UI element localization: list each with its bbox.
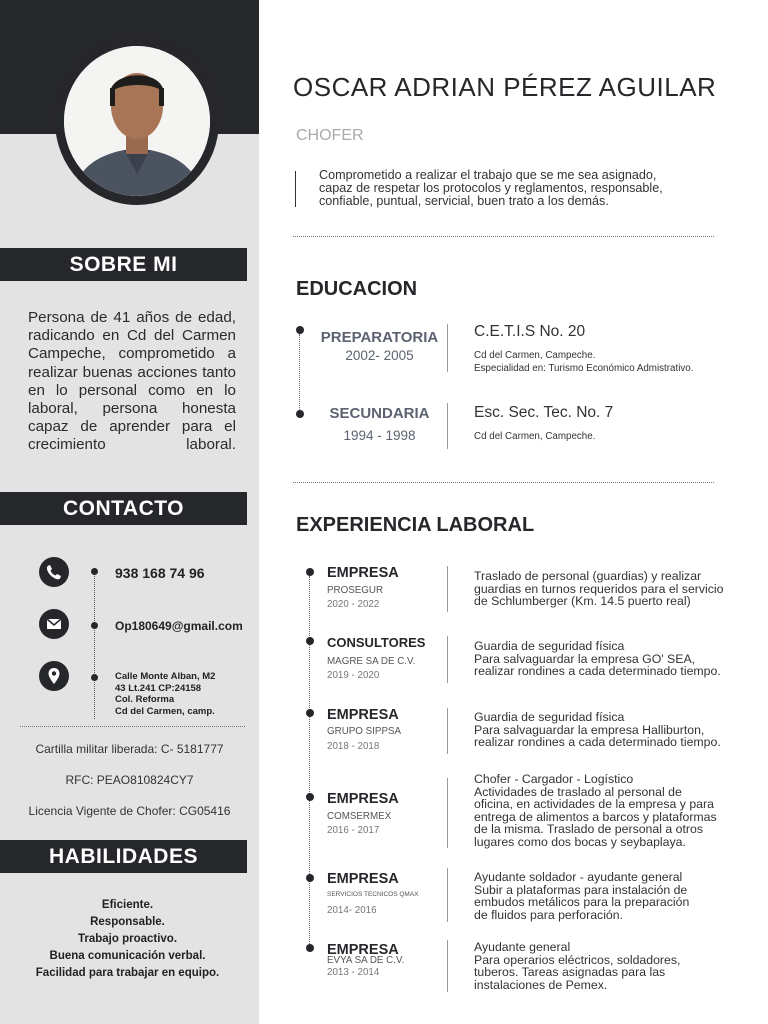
separator bbox=[447, 940, 448, 992]
school-name: C.E.T.I.S No. 20 bbox=[474, 323, 586, 340]
job-years: 2019 - 2020 bbox=[327, 670, 380, 681]
job-description-line: de fluidos para perforación. bbox=[474, 907, 624, 922]
skill-item: Facilidad para trabajar en equipo. bbox=[35, 967, 220, 979]
timeline-dot bbox=[296, 410, 304, 418]
school-name: Esc. Sec. Tec. No. 7 bbox=[474, 404, 614, 421]
contact-dot bbox=[91, 622, 98, 629]
job-description-line: lugares como dos bocas y seybaplaya. bbox=[474, 834, 686, 849]
address-line: 43 Lt.241 CP:24158 bbox=[115, 682, 202, 694]
job-description-line: tuberos. Tareas asignadas para las bbox=[474, 965, 666, 980]
about-section-header: SOBRE MI bbox=[0, 248, 247, 281]
contact-dot bbox=[91, 568, 98, 575]
timeline-dot bbox=[306, 793, 314, 801]
job-description-line: realizar rondines a cada determinado tiempo. bbox=[474, 735, 721, 750]
job-role: CHOFER bbox=[296, 127, 364, 144]
education-years: 2002- 2005 bbox=[345, 348, 414, 363]
job-description-line: Guardia de seguridad física bbox=[474, 639, 625, 653]
job-company: PROSEGUR bbox=[327, 585, 384, 596]
job-company: SERVICIOS TECNICOS QMAX bbox=[327, 891, 419, 898]
job-years: 2018 - 2018 bbox=[327, 741, 380, 752]
separator bbox=[447, 708, 448, 754]
objective-accent-bar bbox=[295, 171, 296, 207]
address-line: Cd del Carmen, camp. bbox=[115, 705, 215, 717]
skill-item: Trabajo proactivo. bbox=[77, 933, 178, 945]
profile-photo bbox=[64, 46, 210, 196]
job-description-line: Subir a plataformas para instalación de bbox=[474, 882, 688, 897]
job-description bbox=[474, 711, 744, 749]
profile-photo-frame bbox=[55, 37, 219, 205]
education-level: SECUNDARIA bbox=[329, 405, 430, 422]
education-timeline-line bbox=[299, 334, 300, 414]
job-title: CONSULTORES bbox=[327, 635, 426, 650]
job-title: EMPRESA bbox=[327, 565, 399, 581]
job-company: EVYA SA DE C.V. bbox=[327, 955, 405, 966]
job-company: GRUPO SIPPSA bbox=[327, 726, 402, 737]
job-company: COMSERMEX bbox=[327, 811, 392, 822]
job-description-line: realizar rondines a cada determinado tiempo. bbox=[474, 664, 721, 679]
separator bbox=[447, 636, 448, 683]
experience-timeline-line bbox=[309, 576, 310, 948]
experience-heading: EXPERIENCIA LABORAL bbox=[296, 514, 535, 536]
phone-icon bbox=[39, 557, 69, 587]
location-pin-icon bbox=[39, 661, 69, 691]
job-description-line: Para salvaguardar la empresa GO' SEA, bbox=[474, 651, 696, 666]
job-description-line: Para operarios eléctricos, soldadores, bbox=[474, 952, 681, 967]
job-description-line: embudos metálicos para la preparación bbox=[474, 895, 690, 910]
separator bbox=[447, 566, 448, 612]
objective-line: confiable, puntual, servicial, buen trato a los demás. bbox=[319, 193, 609, 208]
job-description-line: Chofer - Cargador - Logístico bbox=[474, 772, 634, 786]
job-description-line: Guardia de seguridad física bbox=[474, 710, 625, 724]
address-line: Calle Monte Alban, M2 bbox=[115, 671, 216, 682]
military-card: Cartilla militar liberada: C- 5181777 bbox=[35, 742, 224, 756]
job-title: EMPRESA bbox=[327, 871, 399, 887]
job-description-line: Actividades de traslado al personal de bbox=[474, 784, 682, 799]
candidate-name: OSCAR ADRIAN PÉREZ AGUILAR bbox=[293, 72, 717, 102]
job-description-line: oficina, en actividades de la empresa y para bbox=[474, 797, 714, 812]
job-description-line: guardias en turnos requeridos para el servicio bbox=[474, 581, 724, 596]
objective-line: Comprometido a realizar el trabajo que se me sea asignado, bbox=[319, 168, 657, 182]
school-detail-line: Cd del Carmen, Campeche. bbox=[474, 350, 596, 361]
separator bbox=[447, 403, 448, 449]
job-description-line: Ayudante soldador - ayudante general bbox=[474, 870, 683, 884]
job-title: EMPRESA bbox=[327, 707, 399, 723]
skill-item: Eficiente. bbox=[101, 899, 154, 911]
skills-section-header: HABILIDADES bbox=[0, 840, 247, 873]
job-description bbox=[474, 773, 744, 849]
contact-section-header: CONTACTO bbox=[0, 492, 247, 525]
job-description bbox=[474, 640, 744, 678]
job-company: MAGRE SA DE C.V. bbox=[327, 656, 416, 667]
timeline-dot bbox=[306, 944, 314, 952]
contact-timeline-line bbox=[94, 574, 95, 719]
education-heading: EDUCACION bbox=[296, 278, 418, 300]
job-description-line: de Schlumberger (Km. 14.5 puerto real) bbox=[474, 594, 691, 609]
job-description-line: Traslado de personal (guardias) y realizar bbox=[474, 569, 702, 583]
divider bbox=[293, 236, 714, 237]
school-details bbox=[474, 430, 595, 443]
job-description-line: Ayudante general bbox=[474, 940, 571, 954]
divider bbox=[293, 482, 714, 483]
school-details bbox=[474, 349, 693, 375]
job-description-line: entrega de alimentos a barcos y plataformas bbox=[474, 809, 717, 824]
job-description bbox=[474, 570, 744, 608]
school-detail-line: Cd del Carmen, Campeche. bbox=[474, 431, 596, 442]
job-title: EMPRESA bbox=[327, 942, 399, 958]
phone-number[interactable]: 938 168 74 96 bbox=[115, 565, 205, 581]
separator bbox=[447, 868, 448, 922]
person-silhouette-icon bbox=[64, 46, 210, 196]
mail-icon bbox=[39, 609, 69, 639]
objective-line: capaz de respetar los protocolos y reglamentos, responsable, bbox=[319, 180, 663, 195]
education-level: PREPARATORIA bbox=[320, 329, 439, 346]
separator bbox=[447, 778, 448, 848]
driver-license: Licencia Vigente de Chofer: CG05416 bbox=[28, 804, 231, 818]
job-years: 2013 - 2014 bbox=[327, 967, 380, 978]
job-years: 2020 - 2022 bbox=[327, 599, 380, 610]
timeline-dot bbox=[306, 637, 314, 645]
timeline-dot bbox=[306, 874, 314, 882]
job-description bbox=[474, 941, 744, 991]
job-title: EMPRESA bbox=[327, 791, 399, 807]
rfc: RFC: PEAO810824CY7 bbox=[65, 773, 194, 787]
about-text: Persona de 41 años de edad, radicando en Cd del Carmen Campeche, comprometido a realizar buenas acciones tanto en lo personal como en lo laboral, persona honesta capaz de aprender para el crecimiento laboral. bbox=[28, 309, 236, 454]
education-years: 1994 - 1998 bbox=[343, 428, 416, 443]
timeline-dot bbox=[306, 568, 314, 576]
skill-item: Responsable. bbox=[90, 916, 165, 928]
address-line: Col. Reforma bbox=[115, 694, 175, 705]
job-description bbox=[474, 871, 744, 921]
separator bbox=[447, 324, 448, 372]
skill-item: Buena comunicación verbal. bbox=[49, 950, 206, 962]
contact-dot bbox=[91, 674, 98, 681]
school-detail-line: Especialidad en: Turismo Económico Admistrativo. bbox=[474, 363, 694, 374]
skills-list bbox=[0, 897, 255, 982]
objective-text bbox=[319, 169, 714, 207]
job-description-line: instalaciones de Pemex. bbox=[474, 977, 608, 992]
postal-address bbox=[115, 671, 215, 717]
job-description-line: de la misma. Traslado de personal a otros bbox=[474, 822, 703, 837]
divider bbox=[20, 726, 245, 727]
job-years: 2014- 2016 bbox=[327, 905, 377, 916]
email-address[interactable]: Op180649@gmail.com bbox=[115, 619, 243, 633]
job-years: 2016 - 2017 bbox=[327, 825, 380, 836]
timeline-dot bbox=[306, 709, 314, 717]
timeline-dot bbox=[296, 326, 304, 334]
job-description-line: Para salvaguardar la empresa Halliburton, bbox=[474, 722, 705, 737]
